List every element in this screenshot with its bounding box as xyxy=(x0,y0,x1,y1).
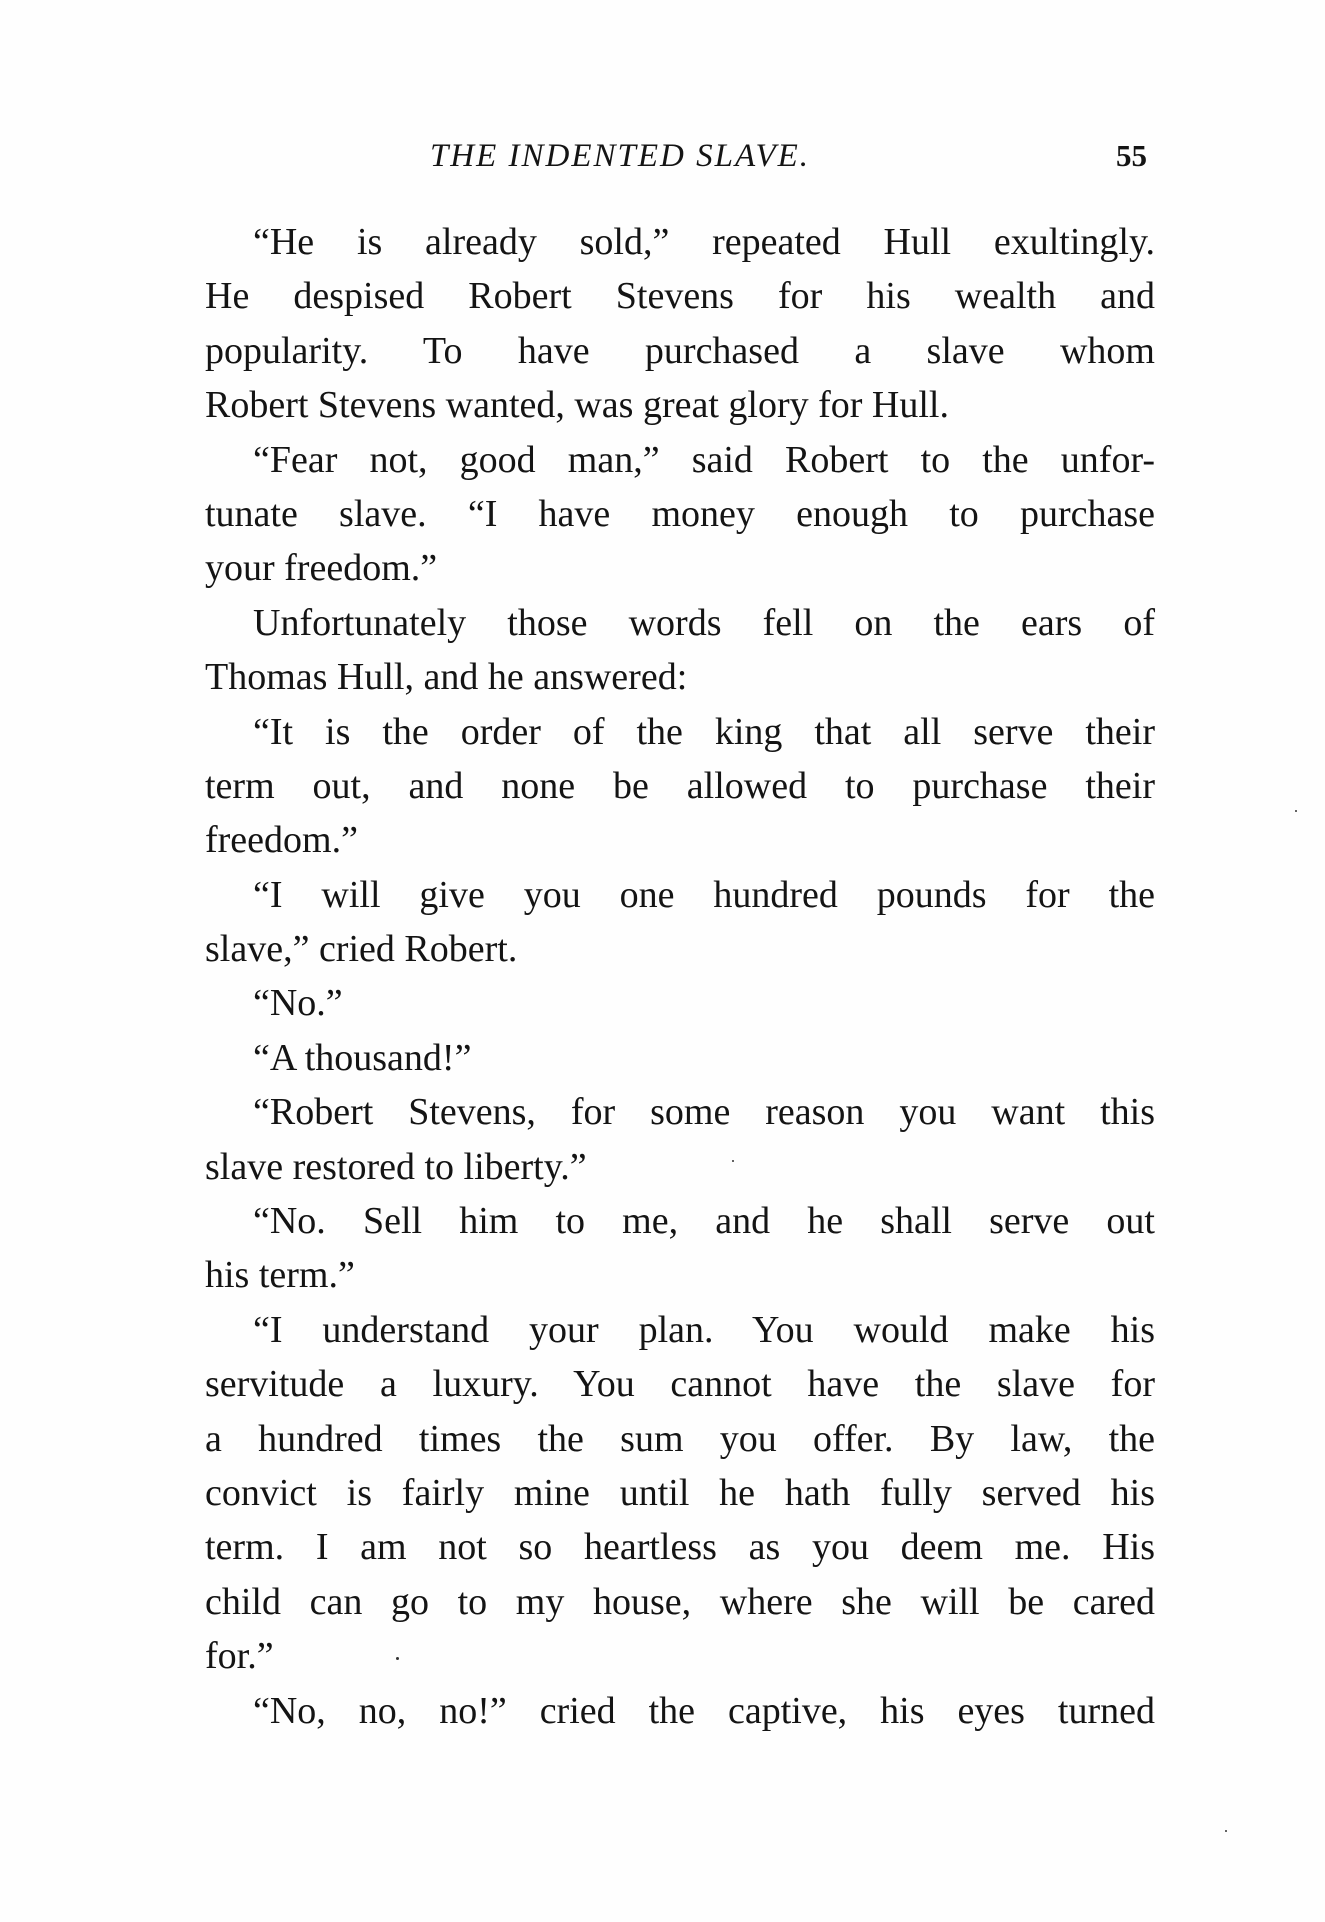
text-line: “Robert Stevens, for some reason you want this xyxy=(253,1091,1155,1134)
text-line: tunate slave. “I have money enough to purchase xyxy=(205,492,1155,535)
text-line: child can go to my house, where she will be cared xyxy=(205,1580,1155,1623)
page-number: 55 xyxy=(1116,138,1147,173)
text-line: “A thousand!” xyxy=(253,1036,472,1079)
text-line: “It is the order of the king that all serve their xyxy=(253,710,1155,753)
text-line: convict is fairly mine until he hath fully served his xyxy=(205,1471,1155,1514)
text-line: “No, no, no!” cried the captive, his eyes turned xyxy=(253,1689,1155,1732)
ink-speck xyxy=(1225,1830,1227,1832)
ink-speck xyxy=(1295,810,1297,812)
text-line: a hundred times the sum you offer. By law, the xyxy=(205,1417,1155,1460)
text-line: slave,” cried Robert. xyxy=(205,928,518,971)
text-line: “I understand your plan. You would make his xyxy=(253,1308,1155,1351)
text-line: “No.” xyxy=(253,982,343,1025)
text-line: term. I am not so heartless as you deem me. His xyxy=(205,1526,1155,1569)
running-title: THE INDENTED SLAVE. xyxy=(429,138,811,174)
text-line: servitude a luxury. You cannot have the slave for xyxy=(205,1363,1155,1406)
text-line: for.” xyxy=(205,1635,274,1678)
text-line: slave restored to liberty.” xyxy=(205,1145,587,1188)
text-line: “He is already sold,” repeated Hull exultingly. xyxy=(253,221,1155,263)
ink-speck xyxy=(732,1160,734,1162)
text-line: his term.” xyxy=(205,1254,355,1297)
text-line: Robert Stevens wanted, was great glory for Hull. xyxy=(205,384,949,427)
text-line: “No. Sell him to me, and he shall serve out xyxy=(253,1200,1155,1243)
text-line: “Fear not, good man,” said Robert to the unfor- xyxy=(253,438,1155,481)
ink-speck xyxy=(396,1657,399,1660)
text-line: Thomas Hull, and he answered: xyxy=(205,656,688,699)
text-line: your freedom.” xyxy=(205,547,438,590)
text-line: He despised Robert Stevens for his wealth and xyxy=(205,275,1155,318)
text-line: freedom.” xyxy=(205,819,358,862)
text-line: “I will give you one hundred pounds for the xyxy=(253,873,1155,916)
running-header xyxy=(205,138,1155,182)
body-text xyxy=(205,215,1155,1738)
text-line: term out, and none be allowed to purchase their xyxy=(205,764,1155,807)
text-line: popularity. To have purchased a slave whom xyxy=(205,329,1155,372)
text-line: Unfortunately those words fell on the ears of xyxy=(253,601,1155,644)
